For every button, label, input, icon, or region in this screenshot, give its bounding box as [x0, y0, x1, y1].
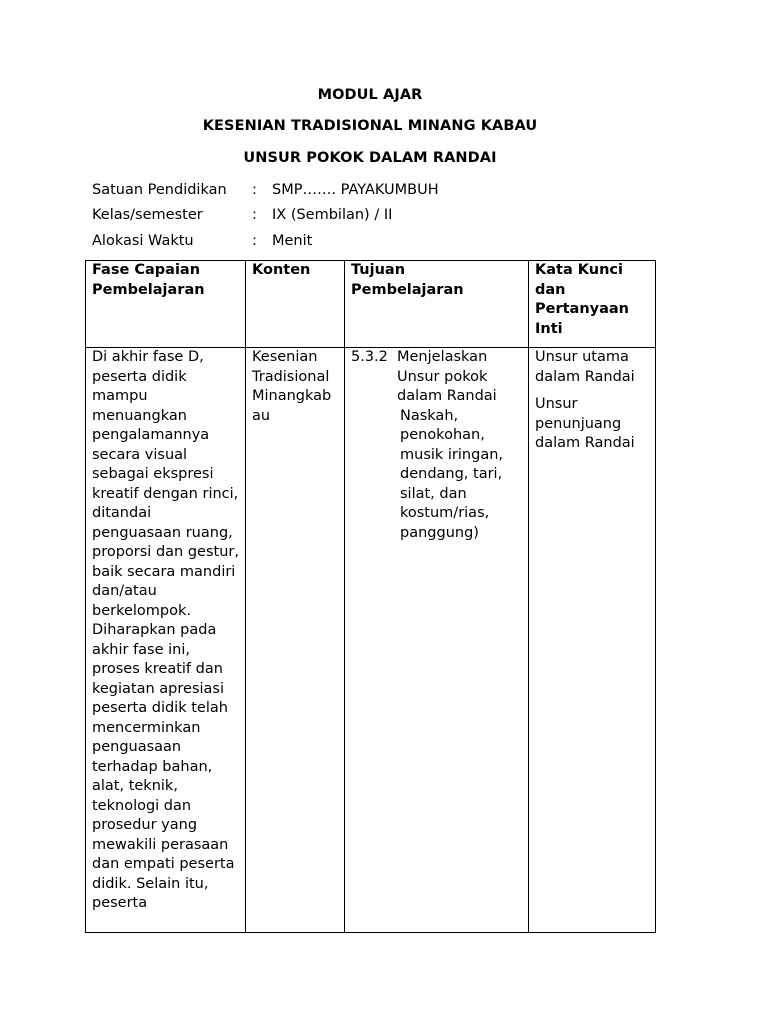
header-konten: Konten	[246, 261, 345, 348]
fase-text: Di akhir fase D, peserta didik mampu menuangkan pengalamannya secara visual sebagai ekspresi kreatif dengan rinci, ditandai penguasaan ruang, proporsi dan gestur, baik secara mandiri dan/atau berkelompok. Diharapkan pada akhir fase ini, proses kreatif dan kegiatan apresiasi peserta didik telah mencerminkan penguasaan terhadap bahan, alat, teknik, teknologi dan prosedur yang mewakili perasaan dan empati peserta didik. Selain itu, peserta	[92, 349, 239, 911]
meta-value: Menit	[272, 233, 313, 249]
meta-kelas	[92, 207, 392, 223]
table-row	[86, 348, 656, 933]
learning-table	[85, 260, 656, 933]
doc-title: MODUL AJAR	[317, 87, 423, 103]
meta-sep: :	[252, 207, 257, 223]
cell-konten: Kesenian Tradisional Minangkab au	[246, 348, 345, 933]
kata-kunci-item: Unsur penunjuang dalam Randai	[535, 396, 635, 451]
meta-label: Alokasi Waktu	[92, 233, 194, 249]
tujuan-text: Menjelaskan Unsur pokok dalam Randai	[397, 349, 497, 404]
meta-alokasi	[92, 233, 312, 249]
cell-kata-kunci	[529, 348, 656, 933]
meta-sep: :	[252, 233, 257, 249]
doc-topic: UNSUR POKOK DALAM RANDAI	[243, 150, 497, 166]
header-kata-kunci: Kata Kunci dan Pertanyaan Inti	[529, 261, 656, 348]
tujuan-rest-text: Naskah, penokohan, musik iringan, dendang, tari, silat, dan kostum/rias, panggung)	[400, 407, 504, 541]
meta-satuan	[92, 182, 439, 198]
table-header-row	[86, 261, 656, 348]
doc-subtitle: KESENIAN TRADISIONAL MINANG KABAU	[202, 118, 538, 134]
kata-kunci-item: Unsur utama dalam Randai	[535, 349, 635, 385]
meta-label: Kelas/semester	[92, 207, 203, 223]
meta-value: SMP……. PAYAKUMBUH	[272, 182, 439, 198]
meta-value: IX (Sembilan) / II	[272, 207, 393, 223]
header-fase: Fase Capaian Pembelajaran	[86, 261, 246, 348]
meta-sep: :	[252, 182, 257, 198]
tujuan-indent	[351, 407, 397, 544]
tujuan-item	[351, 348, 522, 407]
cell-tujuan	[345, 348, 529, 933]
tujuan-detail	[351, 407, 522, 544]
tujuan-number: 5.3.2	[351, 349, 388, 365]
cell-fase	[86, 348, 246, 933]
meta-label: Satuan Pendidikan	[92, 182, 227, 198]
header-tujuan: Tujuan Pembelajaran	[345, 261, 529, 348]
